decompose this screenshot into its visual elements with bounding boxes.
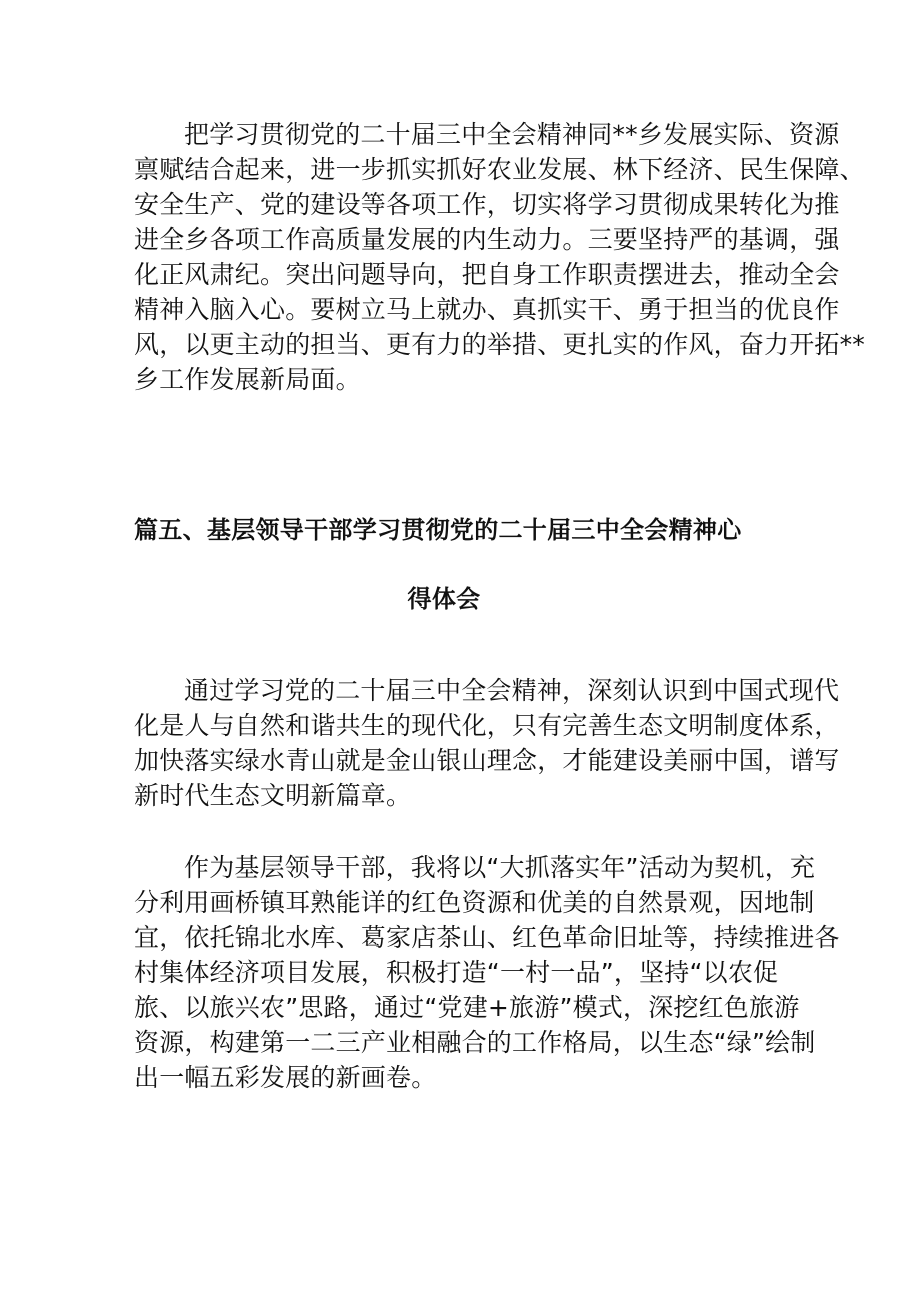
text-line: 新时代生态文明新篇章。 — [134, 781, 412, 810]
text-line: 进全乡各项工作高质量发展的内生动力。三要坚持严的基调，强 — [134, 225, 840, 254]
heading-line-1: 篇五、基层领导干部学习贯彻党的二十届三中全会精神心 — [134, 516, 742, 544]
text-line: 作为基层领导干部，我将以“大抓落实年”活动为契机，充 — [184, 853, 816, 882]
text-line: 分利用画桥镇耳熟能详的红色资源和优美的自然景观，因地制 — [134, 888, 815, 917]
text-line: 化正风肃纪。突出问题导向，把自身工作职责摆进去，推动全会 — [134, 260, 840, 289]
text-line: 风，以更主动的担当、更有力的举措、更扎实的作风，奋力开拓** — [134, 330, 866, 359]
text-line: 宜，依托锦北水库、葛家店茶山、红色革命旧址等，持续推进各 — [134, 923, 840, 952]
text-line: 资源，构建第一二三产业相融合的工作格局，以生态“绿”绘制 — [134, 1028, 816, 1057]
text-line: 乡工作发展新局面。 — [134, 365, 361, 394]
text-line: 旅、以旅兴农”思路，通过“党建+旅游”模式，深挖红色旅游 — [134, 993, 800, 1022]
text-line: 化是人与自然和谐共生的现代化，只有完善生态文明制度体系， — [134, 711, 840, 740]
paragraph-3 — [134, 850, 840, 1095]
text-line: 安全生产、党的建设等各项工作，切实将学习贯彻成果转化为推 — [134, 190, 840, 219]
text-line: 禀赋结合起来，进一步抓实抓好农业发展、林下经济、民生保障、 — [134, 155, 865, 184]
text-line: 村集体经济项目发展，积极打造“一村一品”，坚持“以农促 — [134, 958, 779, 987]
paragraph-2 — [134, 673, 840, 813]
text-line: 把学习贯彻党的二十届三中全会精神同**乡发展实际、资源 — [184, 120, 840, 149]
text-line: 精神入脑入心。要树立马上就办、真抓实干、勇于担当的优良作 — [134, 295, 840, 324]
text-line: 出一幅五彩发展的新画卷。 — [134, 1063, 437, 1092]
section-heading — [134, 510, 794, 619]
text-line: 通过学习党的二十届三中全会精神，深刻认识到中国式现代 — [184, 676, 840, 705]
paragraph-1 — [134, 117, 866, 397]
text-line: 加快落实绿水青山就是金山银山理念，才能建设美丽中国，谱写 — [134, 746, 840, 775]
heading-line-2: 得体会 — [407, 585, 481, 613]
